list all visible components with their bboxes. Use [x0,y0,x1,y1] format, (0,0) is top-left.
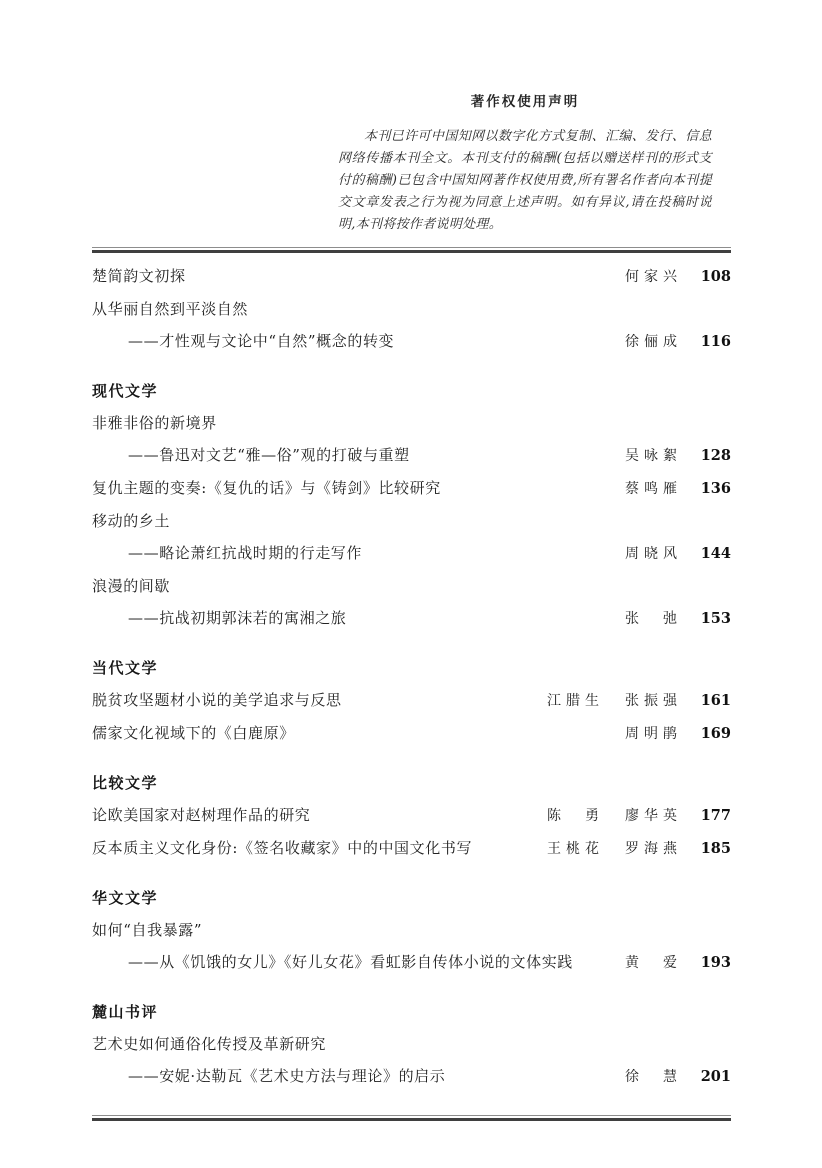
copyright-notice-title: 著作权使用声明 [470,94,580,110]
toc-entry-title: 楚简韵文初探 [92,267,186,285]
toc-section-heading: 华文文学 [92,889,159,907]
toc-entry-author-2: 蔡鸣雁 [625,481,677,497]
toc-entry-title: 如何“自我暴露” [92,921,203,939]
toc-entry-title: 论欧美国家对赵树理作品的研究 [92,806,311,824]
toc-entry-page-number: 177 [700,807,731,824]
toc-entry-row [92,472,731,505]
toc-entry-row [92,325,731,358]
toc-entry-row [92,832,731,865]
toc-entry-row [92,439,731,472]
toc-entry-title: ——鲁迅对文艺“雅—俗”观的打破与重塑 [128,446,410,464]
toc-entry-title: 儒家文化视域下的《白鹿原》 [92,724,295,742]
toc-entry-page-number: 144 [700,545,731,562]
toc-entry-row [92,799,731,832]
toc-entry-author-2: 周明鹃 [625,726,677,742]
toc-section-heading: 当代文学 [92,659,159,677]
toc-entry-page-number: 108 [700,268,731,285]
toc-entry-author-2: 何家兴 [625,269,677,285]
toc-entry-page-number: 116 [700,333,731,350]
toc-entry-author-2: 徐俪成 [625,334,677,350]
bottom-double-rule [92,1115,731,1121]
toc-entry-row [92,946,731,979]
toc-entry-title: ——抗战初期郭沫若的寓湘之旅 [128,609,347,627]
toc-entry-author-2: 罗海燕 [625,841,677,857]
toc-entry-title: 浪漫的间歇 [92,577,171,595]
toc-entry-row [92,537,731,570]
toc-entry-author-2: 廖华英 [625,808,677,824]
toc-entry-row [92,914,731,946]
toc-entry-author-2: 吴咏絮 [625,448,677,464]
toc-entry-title: 复仇主题的变奏:《复仇的话》与《铸剑》比较研究 [92,479,441,497]
toc-entry-row [92,717,731,750]
toc-entry-row [92,602,731,635]
toc-entry-title: 艺术史如何通俗化传授及革新研究 [92,1035,327,1053]
toc-entry-author-2: 周晓风 [625,546,677,562]
toc-entry-title: ——才性观与文论中“自然”概念的转变 [128,332,395,350]
toc-entry-row [92,260,731,293]
toc-entry-title: 从华丽自然到平淡自然 [92,300,249,318]
toc-entry-title: 反本质主义文化身份:《签名收藏家》中的中国文化书写 [92,839,473,857]
toc-entry-title: 移动的乡土 [92,512,171,530]
toc-entry-author-2: 张 弛 [625,611,677,627]
toc-entry-author-1: 陈 勇 [547,808,599,824]
toc-entry-row [92,1028,731,1060]
toc-list [92,260,731,1093]
toc-entry-page-number: 153 [700,610,731,627]
toc-entry-page-number: 193 [700,954,731,971]
toc-entry-author-1: 王桃花 [547,841,599,857]
toc-entry-page-number: 128 [700,447,731,464]
toc-entry-title: 非雅非俗的新境界 [92,414,217,432]
toc-entry-row [92,293,731,325]
top-double-rule [92,247,731,253]
toc-entry-author-2: 黄 爱 [625,955,677,971]
toc-entry-author-2: 张振强 [625,693,677,709]
toc-entry-page-number: 185 [700,840,731,857]
toc-entry-page-number: 169 [700,725,731,742]
toc-entry-author-1: 江腊生 [547,693,599,709]
toc-section-heading: 比较文学 [92,774,159,792]
toc-entry-row [92,1060,731,1093]
toc-entry-row [92,684,731,717]
toc-entry-author-2: 徐 慧 [625,1069,677,1085]
toc-entry-row [92,570,731,602]
toc-entry-page-number: 161 [700,692,731,709]
toc-section-heading: 现代文学 [92,382,159,400]
toc-entry-title: ——安妮·达勒瓦《艺术史方法与理论》的启示 [128,1067,446,1085]
copyright-notice-body: 本刊已许可中国知网以数字化方式复制、汇编、发行、信息网络传播本刊全文。本刊支付的稿酬(包括以赠送样刊的形式支付的稿酬)已包含中国知网著作权使用费,所有署名作者向本刊提交文章发表之行为视为同意上述声明。如有异议,请在投稿时说明,本刊将按作者说明处理。 [338,129,712,232]
toc-entry-row [92,407,731,439]
toc-entry-title: ——略论萧红抗战时期的行走写作 [128,544,363,562]
toc-entry-row [92,505,731,537]
toc-entry-page-number: 201 [700,1068,731,1085]
copyright-notice [338,90,712,236]
toc-entry-page-number: 136 [700,480,731,497]
toc-entry-title: ——从《饥饿的女儿》《好儿女花》看虹影自传体小说的文体实践 [128,953,573,971]
toc-entry-title: 脱贫攻坚题材小说的美学追求与反思 [92,691,342,709]
toc-section-heading: 麓山书评 [92,1003,159,1021]
